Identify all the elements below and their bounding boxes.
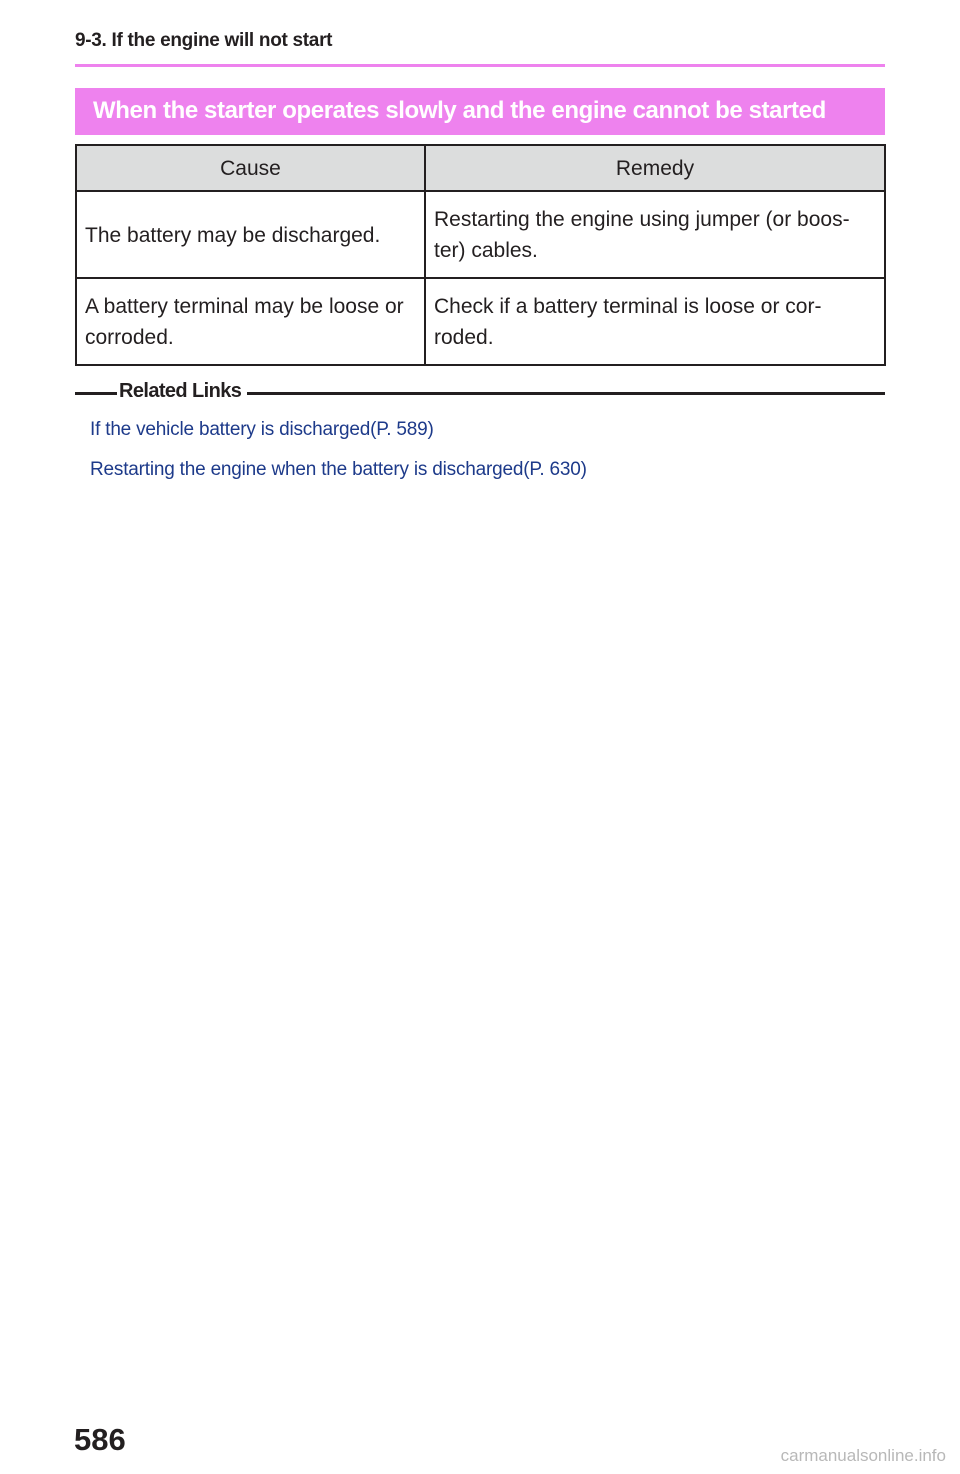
- table-header-row: [76, 145, 885, 191]
- related-link-restarting-engine[interactable]: Restarting the engine when the battery is discharged(P. 630): [90, 459, 587, 480]
- cause-remedy-table: [75, 144, 886, 366]
- page-section-title: 9-3. If the engine will not start: [75, 30, 333, 51]
- remedy-cell: Check if a battery terminal is loose or cor-roded.: [425, 278, 885, 365]
- related-links-rule-left: [75, 392, 117, 395]
- watermark: carmanualsonline.info: [780, 1446, 946, 1465]
- related-links-rule-right: [247, 392, 885, 395]
- remedy-cell: Restarting the engine using jumper (or boos-ter) cables.: [425, 191, 885, 278]
- remedy-column-header: Remedy: [425, 145, 885, 191]
- cause-cell: A battery terminal may be loose or corroded.: [76, 278, 425, 365]
- table-row: [76, 278, 885, 365]
- related-link-battery-discharged[interactable]: If the vehicle battery is discharged(P. 589): [90, 419, 434, 440]
- page-number: 586: [74, 1422, 126, 1457]
- cause-column-header: Cause: [76, 145, 425, 191]
- cause-cell: The battery may be discharged.: [76, 191, 425, 278]
- related-links-heading: [75, 378, 885, 408]
- table-row: [76, 191, 885, 278]
- header-divider: [75, 64, 885, 67]
- section-banner-title: When the starter operates slowly and the engine cannot be started: [93, 97, 826, 124]
- section-banner: [75, 88, 885, 135]
- related-links-label: Related Links: [119, 380, 242, 402]
